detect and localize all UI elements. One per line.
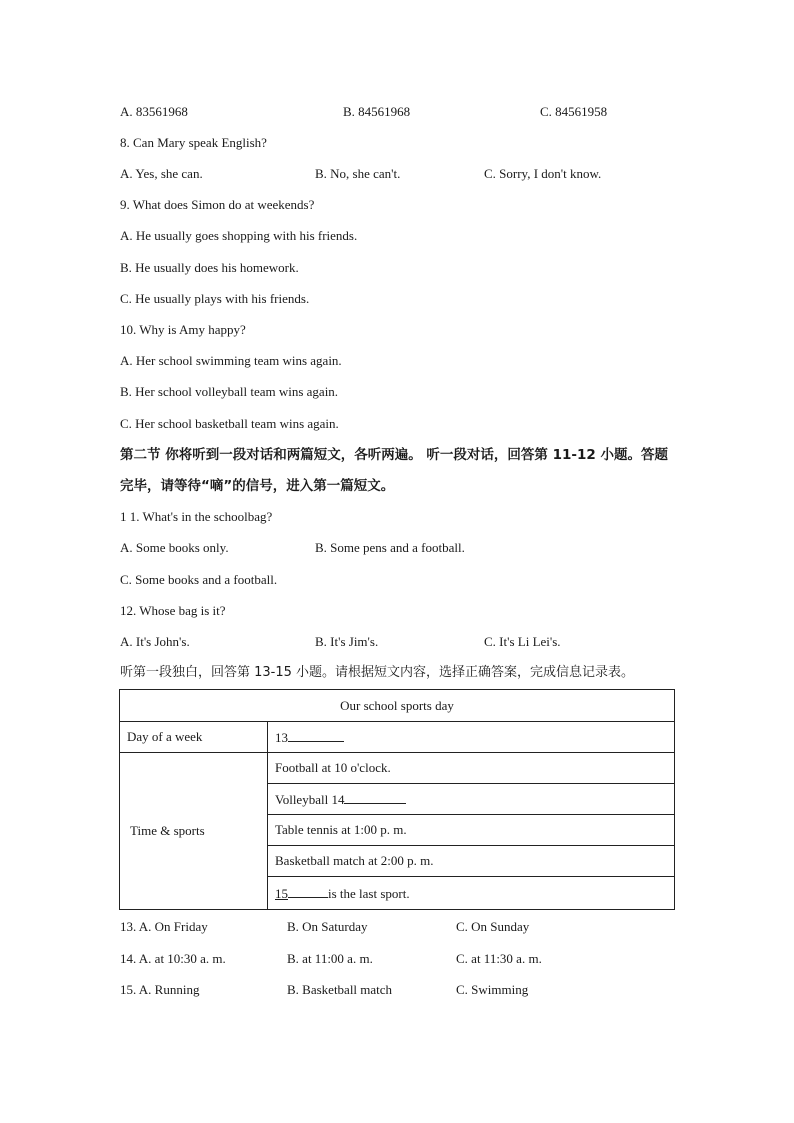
sport-row-football: Football at 10 o'clock. <box>268 753 675 784</box>
table-row <box>120 753 675 784</box>
q15-option-c: C. Swimming <box>456 982 529 997</box>
time-sports-label-cell: Time & sports <box>120 753 268 910</box>
q9-option-c: C. He usually plays with his friends. <box>120 291 310 306</box>
answer-13-blank[interactable] <box>288 728 344 742</box>
q8-option-b: B. No, she can't. <box>315 166 401 181</box>
q7-option-c: C. 84561958 <box>540 104 608 119</box>
q14-option-b: B. at 11:00 a. m. <box>287 951 373 966</box>
sports-day-info-table <box>119 689 675 910</box>
q11-question: 1 1. What's in the schoolbag? <box>120 509 273 524</box>
section2-instruction-line1: 第二节 你将听到一段对话和两篇短文，各听两遍。 听一段对话，回答第 11-12 小题。答题 <box>120 447 668 463</box>
q7-option-b: B. 84561968 <box>343 104 411 119</box>
sport-row-volleyball <box>268 784 675 815</box>
q8-question: 8. Can Mary speak English? <box>120 135 267 150</box>
q14-option-c: C. at 11:30 a. m. <box>456 951 542 966</box>
q12-option-a: A. It's John's. <box>120 634 190 649</box>
q10-option-a: A. Her school swimming team wins again. <box>120 353 342 368</box>
sport-row-basketball: Basketball match at 2:00 p. m. <box>268 846 675 877</box>
q10-question: 10. Why is Amy happy? <box>120 322 246 337</box>
q8-option-a: A. Yes, she can. <box>120 166 203 181</box>
q14-option-a: 14. A. at 10:30 a. m. <box>120 951 226 966</box>
q15-option-a: 15. A. Running <box>120 982 200 997</box>
q8-option-c: C. Sorry, I don't know. <box>484 166 602 181</box>
q7-option-a: A. 83561968 <box>120 104 188 119</box>
q15-option-b: B. Basketball match <box>287 982 393 997</box>
answer-15-blank[interactable] <box>288 884 328 898</box>
day-label-cell: Day of a week <box>120 722 268 753</box>
q10-option-b: B. Her school volleyball team wins again. <box>120 384 339 399</box>
q12-question: 12. Whose bag is it? <box>120 603 226 618</box>
answer-15-number: 15 <box>275 886 288 901</box>
table-title: Our school sports day <box>120 690 675 722</box>
answer-13-number: 13 <box>275 730 288 745</box>
last-sport-text: is the last sport. <box>328 886 410 901</box>
monologue-instruction: 听第一段独白，回答第 13-15 小题。请根据短文内容，选择正确答案，完成信息记录表。 <box>120 665 635 680</box>
q11-option-a: A. Some books only. <box>120 540 229 555</box>
volleyball-label: Volleyball 14 <box>275 792 345 807</box>
q12-option-b: B. It's Jim's. <box>315 634 379 649</box>
sport-row-table-tennis: Table tennis at 1:00 p. m. <box>268 815 675 846</box>
table-row <box>120 690 675 722</box>
section2-instruction-line2: 完毕，请等待“嘀”的信号，进入第一篇短文。 <box>120 478 395 494</box>
q10-option-c: C. Her school basketball team wins again. <box>120 416 339 431</box>
table-bottom-cut <box>118 912 678 918</box>
answer-14-blank[interactable] <box>344 790 406 804</box>
q9-question: 9. What does Simon do at weekends? <box>120 197 315 212</box>
q9-option-a: A. He usually goes shopping with his friends. <box>120 228 358 243</box>
day-value-cell <box>268 722 675 753</box>
q9-option-b: B. He usually does his homework. <box>120 260 299 275</box>
q13-option-b: B. On Saturday <box>287 919 368 934</box>
q11-option-c: C. Some books and a football. <box>120 572 278 587</box>
q13-option-a: 13. A. On Friday <box>120 919 208 934</box>
table-row <box>120 722 675 753</box>
sport-row-last <box>268 877 675 910</box>
q12-option-c: C. It's Li Lei's. <box>484 634 561 649</box>
q11-option-b: B. Some pens and a football. <box>315 540 465 555</box>
q13-option-c: C. On Sunday <box>456 919 530 934</box>
